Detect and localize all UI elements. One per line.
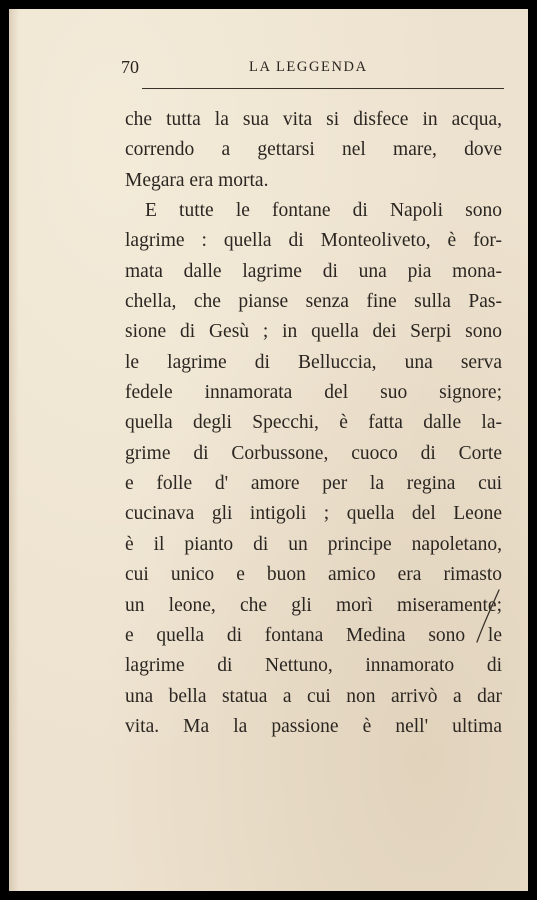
text-line: grime di Corbussone, cuoco di Corte [125,442,502,464]
text-line: cucinava gli intigoli ; quella del Leone [125,503,502,525]
text-line: cui unico e buon amico era rimasto [125,564,502,586]
body-text [125,105,502,742]
page-header [121,57,505,87]
text-line: e folle d' amore per la regina cui [125,473,502,495]
text-line: e quella di fontana Medina sono le [125,624,502,646]
text-line: un leone, che gli morì miseramente; [125,594,502,616]
text-line: chella, che pianse senza fine sulla Pas- [125,291,502,313]
book-page [9,9,528,891]
text-line: correndo a gettarsi nel mare, dove [125,139,502,161]
text-line: che tutta la sua vita si disfece in acqua, [125,109,502,130]
page-edge-shadow [9,9,19,891]
text-line: è il pianto di un principe napoletano, [125,533,502,555]
page-number: 70 [121,57,139,77]
running-title: LA LEGGENDA [249,59,368,75]
text-line: E tutte le fontane di Napoli sono [145,200,502,222]
text-line: le lagrime di Belluccia, una serva [125,351,502,373]
text-line: lagrime : quella di Monteoliveto, è for- [125,230,502,252]
text-line: quella degli Specchi, è fatta dalle la- [125,412,502,434]
text-line: una bella statua a cui non arrivò a dar [125,685,502,707]
text-line: mata dalle lagrime di una pia mona- [125,260,502,282]
text-line: lagrime di Nettuno, innamorato di [125,655,502,677]
text-line: Megara era morta. [125,169,269,191]
header-rule [142,88,504,89]
pencil-slash-mark [465,586,505,646]
text-line: sione di Gesù ; in quella dei Serpi sono [125,321,502,343]
text-line: vita. Ma la passione è nell' ultima [125,715,502,737]
text-line: fedele innamorata del suo signore; [125,382,502,404]
